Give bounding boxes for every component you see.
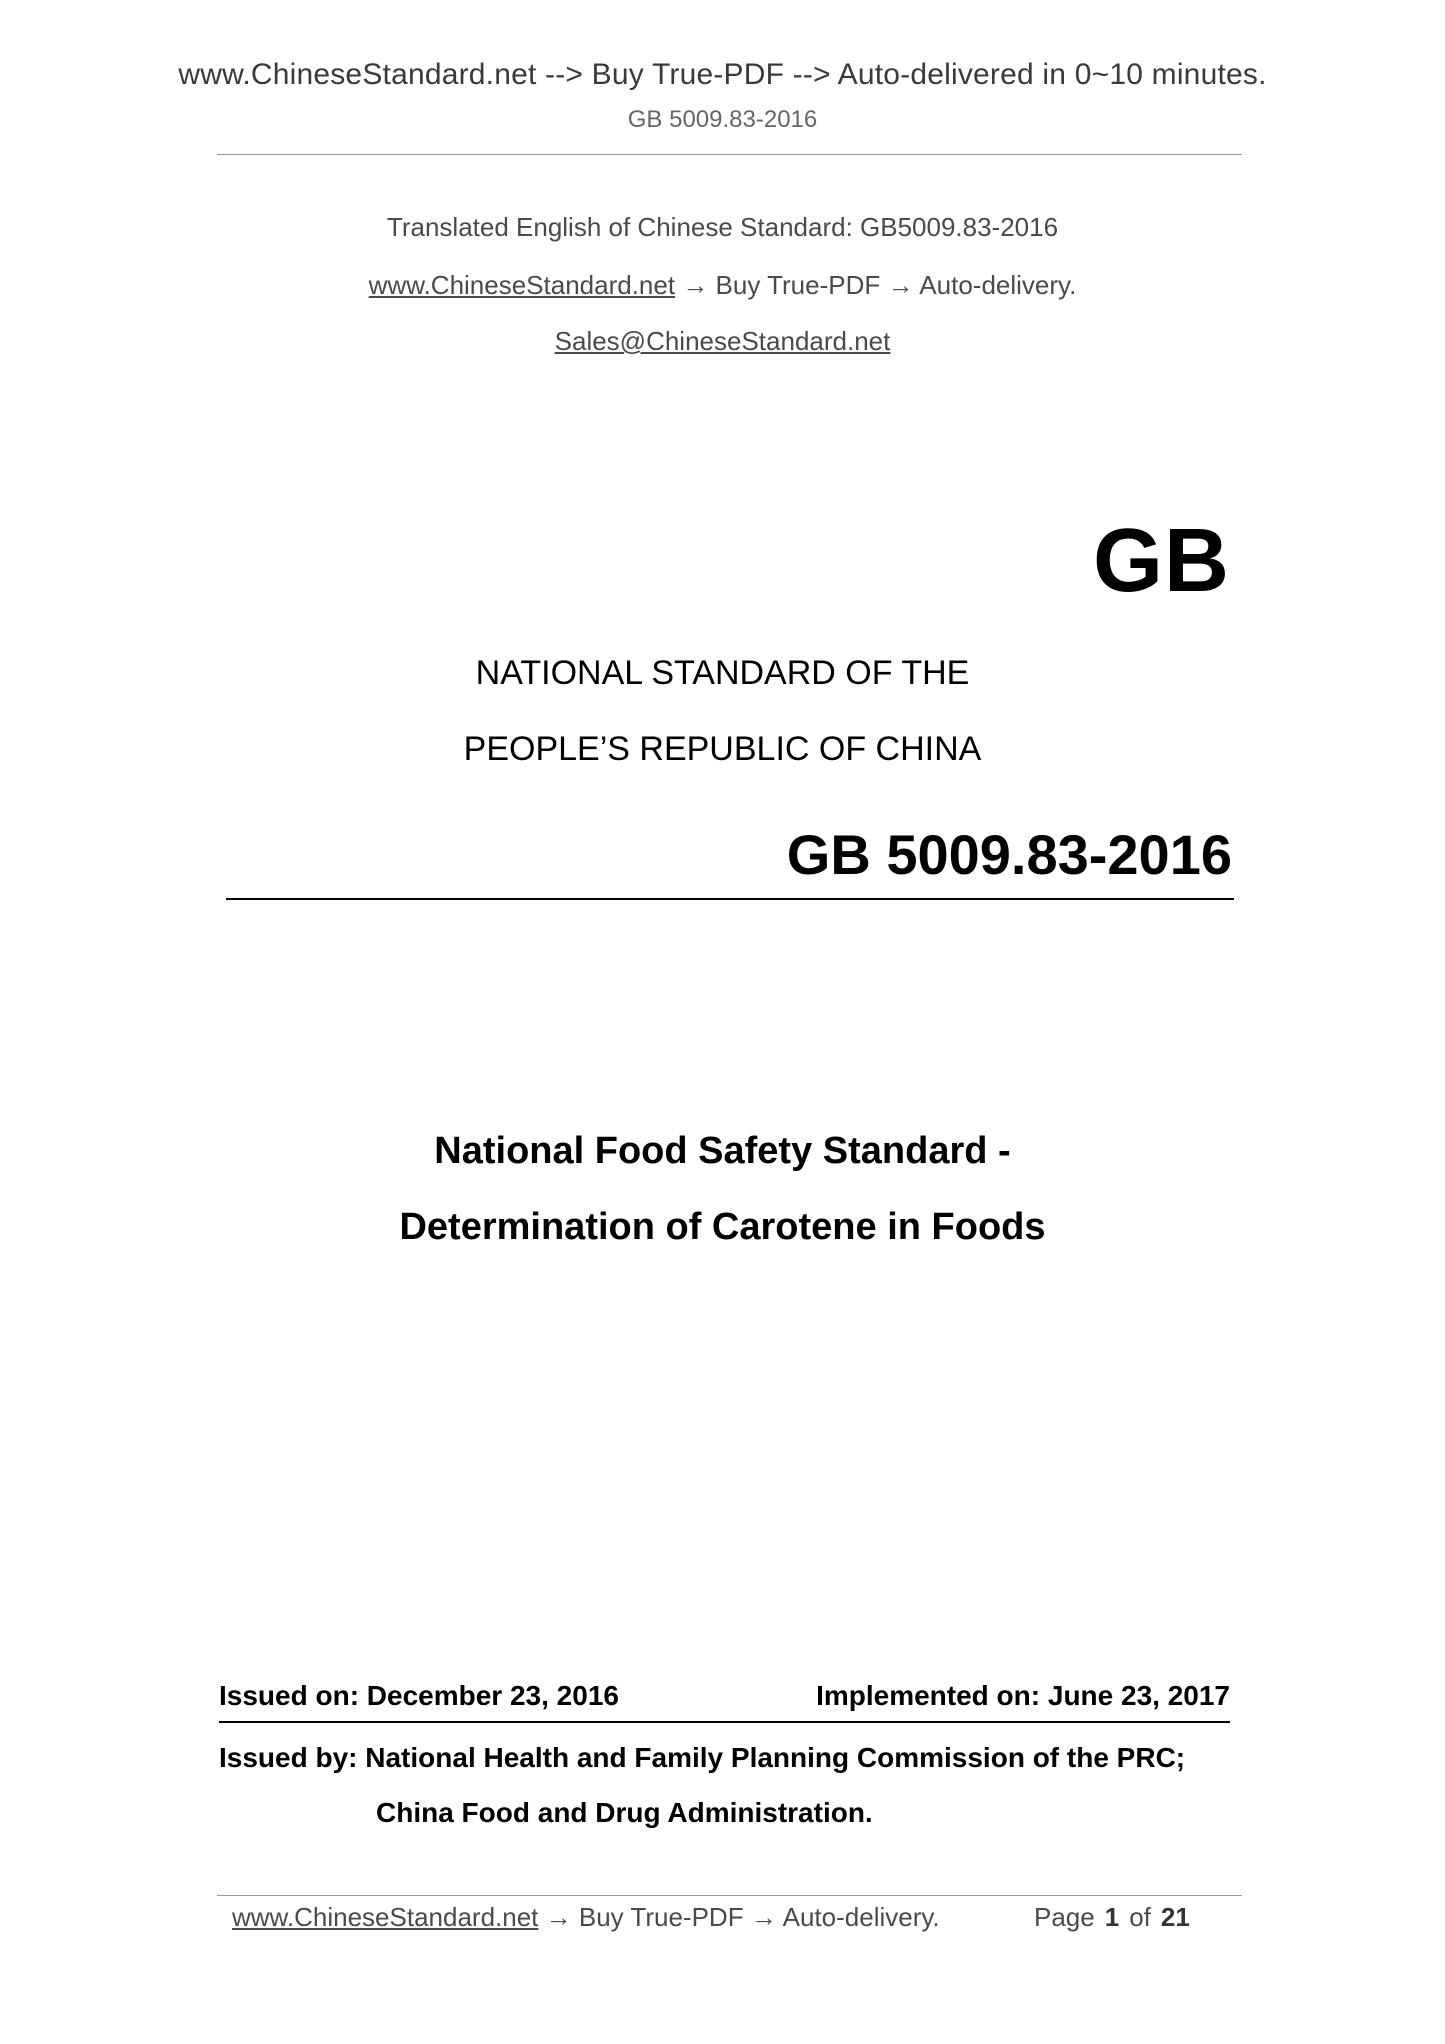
page-indicator [1034,1902,1190,1933]
header-standard-code: GB 5009.83-2016 [627,106,818,133]
footer-auto-delivery-text: Auto-delivery. [782,1902,940,1932]
store-line [0,270,1445,301]
issued-on-date: Issued on: December 23, 2016 [219,1680,619,1711]
page-current: 1 [1104,1902,1120,1932]
standard-number: GB 5009.83-2016 [786,823,1232,886]
footer-buy-text: Buy True-PDF [578,1902,744,1932]
footer-store-line [232,1902,940,1933]
issuance-divider [219,1721,1230,1723]
page-of: of [1129,1902,1151,1932]
sales-email-link[interactable]: Sales@ChineseStandard.net [554,326,891,356]
translated-notice: Translated English of Chinese Standard: GB5009.83-2016 [386,212,1059,242]
issued-by-line-1: Issued by: National Health and Family Planning Commission of the PRC; [219,1742,1186,1773]
auto-delivery-text: Auto-delivery. [919,270,1077,300]
document-title-line-2: Determination of Carotene in Foods [399,1206,1046,1248]
header-banner: www.ChineseStandard.net --> Buy True-PDF --> Auto-delivered in 0~10 minutes. [178,58,1267,91]
national-standard-line-2: PEOPLE’S REPUBLIC OF CHINA [463,730,982,768]
store-link[interactable]: www.ChineseStandard.net [368,270,676,300]
national-standard-line-1: NATIONAL STANDARD OF THE [475,654,970,692]
page-total: 21 [1160,1902,1190,1932]
sales-line [0,326,1445,357]
footer-divider [217,1895,1242,1896]
arrow-right-icon: → [887,270,914,300]
footer-store-link[interactable]: www.ChineseStandard.net [232,1902,539,1932]
arrow-right-icon: → [750,1902,777,1932]
header-divider [217,154,1242,155]
page-label: Page [1034,1902,1095,1932]
arrow-right-icon: → [682,270,709,300]
issued-by-line-2: China Food and Drug Administration. [376,1797,873,1828]
gb-mark: GB [1093,511,1230,611]
arrow-right-icon: → [545,1902,572,1932]
implemented-on-date: Implemented on: June 23, 2017 [816,1680,1230,1711]
document-title-line-1: National Food Safety Standard - [434,1130,1011,1172]
standard-number-divider [226,898,1234,900]
buy-text: Buy True-PDF [715,270,881,300]
